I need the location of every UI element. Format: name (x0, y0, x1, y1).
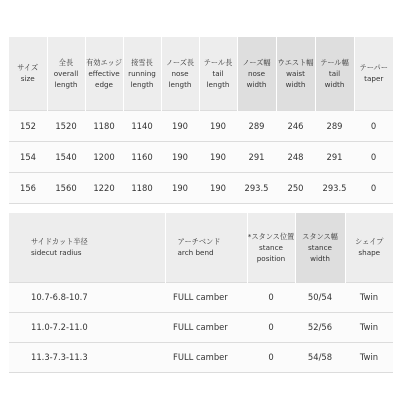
col-header-effective-edge: 有効エッジ effective edge (85, 37, 123, 110)
table-row (9, 282, 393, 312)
table-row (9, 141, 393, 172)
table-row (9, 110, 393, 141)
col-header-arch-bend: アーチベンド arch bend (165, 213, 247, 282)
table-cell: 50/54 (295, 282, 345, 312)
table-cell: 0 (247, 342, 295, 372)
shape-header-row (9, 213, 393, 282)
table-cell: FULL camber (165, 342, 247, 372)
col-header-nose-length: ノーズ長 nose length (161, 37, 199, 110)
table-cell: 54/58 (295, 342, 345, 372)
table-cell: 248 (276, 141, 315, 172)
table-cell: 1140 (123, 110, 161, 141)
table-cell: FULL camber (165, 312, 247, 342)
col-header-running-length: 接雪長 running length (123, 37, 161, 110)
table-cell: 52/56 (295, 312, 345, 342)
col-header-stance-position: *スタンス位置 stance position (247, 213, 295, 282)
table-cell: 190 (199, 110, 237, 141)
table-cell: 190 (161, 110, 199, 141)
table-cell: 0 (247, 312, 295, 342)
table-cell: 1200 (85, 141, 123, 172)
table-cell: 1220 (85, 172, 123, 203)
col-header-tail-length: テール長 tail length (199, 37, 237, 110)
table-cell: 152 (9, 110, 47, 141)
table-cell: Twin (345, 342, 393, 372)
spec-header-row (9, 37, 393, 110)
table-cell: 190 (199, 172, 237, 203)
table-row (9, 172, 393, 203)
shape-table (9, 213, 393, 373)
table-row (9, 342, 393, 372)
table-cell: 293.5 (237, 172, 276, 203)
col-header-overall-length: 全長 overall length (47, 37, 85, 110)
col-header-size: サイズ size (9, 37, 47, 110)
table-cell: 0 (247, 282, 295, 312)
table-cell: 250 (276, 172, 315, 203)
table-cell: 293.5 (315, 172, 354, 203)
table-cell: 11.0-7.2-11.0 (9, 312, 165, 342)
col-header-shape: シェイプ shape (345, 213, 393, 282)
table-cell: 1540 (47, 141, 85, 172)
table-cell: Twin (345, 282, 393, 312)
col-header-stance-width: スタンス幅 stance width (295, 213, 345, 282)
spec-table (9, 37, 393, 204)
table-cell: 190 (199, 141, 237, 172)
table-cell: 246 (276, 110, 315, 141)
table-cell: 190 (161, 141, 199, 172)
table-cell: 154 (9, 141, 47, 172)
table-cell: 291 (315, 141, 354, 172)
table-cell: 289 (237, 110, 276, 141)
table-cell: 1520 (47, 110, 85, 141)
col-header-nose-width: ノーズ幅 nose width (237, 37, 276, 110)
table-cell: 10.7-6.8-10.7 (9, 282, 165, 312)
col-header-taper: テーパー taper (354, 37, 393, 110)
col-header-tail-width: テール幅 tail width (315, 37, 354, 110)
table-cell: 1180 (123, 172, 161, 203)
col-header-waist-width: ウエスト幅 waist width (276, 37, 315, 110)
table-cell: 289 (315, 110, 354, 141)
table-cell: 1560 (47, 172, 85, 203)
table-cell: 291 (237, 141, 276, 172)
table-cell: Twin (345, 312, 393, 342)
table-cell: 1160 (123, 141, 161, 172)
table-row (9, 312, 393, 342)
table-cell: 190 (161, 172, 199, 203)
table-cell: 0 (354, 172, 393, 203)
col-header-sidecut-radius: サイドカット半径 sidecut radius (9, 213, 165, 282)
table-cell: 11.3-7.3-11.3 (9, 342, 165, 372)
table-cell: 0 (354, 110, 393, 141)
table-cell: 1180 (85, 110, 123, 141)
table-cell: 0 (354, 141, 393, 172)
table-cell: 156 (9, 172, 47, 203)
table-cell: FULL camber (165, 282, 247, 312)
